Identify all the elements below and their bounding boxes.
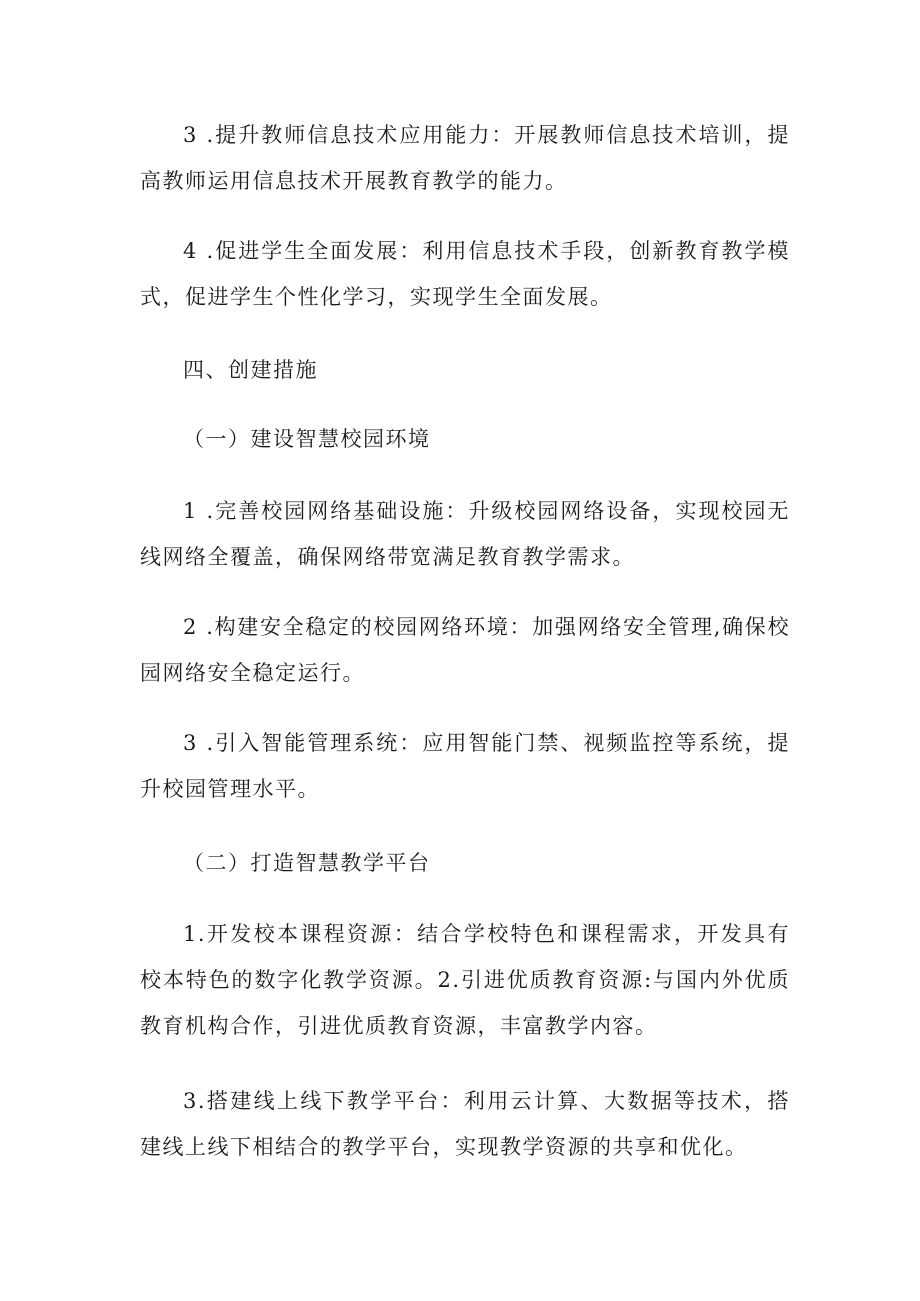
subsection-heading-teaching-platform: （二）打造智慧教学平台 xyxy=(183,851,431,875)
paragraph-measure-3: 3 .引入智能管理系统：应用智能门禁、视频监控等系统，提升校园管理水平。 xyxy=(140,731,790,801)
paragraph-platform-1-2: 1.开发校本课程资源：结合学校特色和课程需求，开发具有校本特色的数字化教学资源。2.引进优质教育资源:与国内外优质教育机构合作，引进优质教育资源，丰富教学内容。 xyxy=(140,922,790,1038)
paragraph-goal-3: 3 .提升教师信息技术应用能力：开展教师信息技术培训，提高教师运用信息技术开展教育教学的能力。 xyxy=(140,123,790,193)
paragraph-goal-4: 4 .促进学生全面发展：利用信息技术手段，创新教育教学模式，促进学生个性化学习，实现学生全面发展。 xyxy=(140,239,790,309)
paragraph-measure-1: 1 .完善校园网络基础设施：升级校园网络设备，实现校园无线网络全覆盖，确保网络带宽满足教育教学需求。 xyxy=(140,499,790,569)
paragraph-platform-3: 3.搭建线上线下教学平台：利用云计算、大数据等技术，搭建线上线下相结合的教学平台，实现教学资源的共享和优化。 xyxy=(140,1089,790,1159)
paragraph-measure-2: 2 .构建安全稳定的校园网络环境：加强网络安全管理,确保校园网络安全稳定运行。 xyxy=(140,615,790,685)
subsection-heading-smart-campus: （一）建设智慧校园环境 xyxy=(183,427,431,451)
section-heading-measures: 四、创建措施 xyxy=(183,358,318,382)
